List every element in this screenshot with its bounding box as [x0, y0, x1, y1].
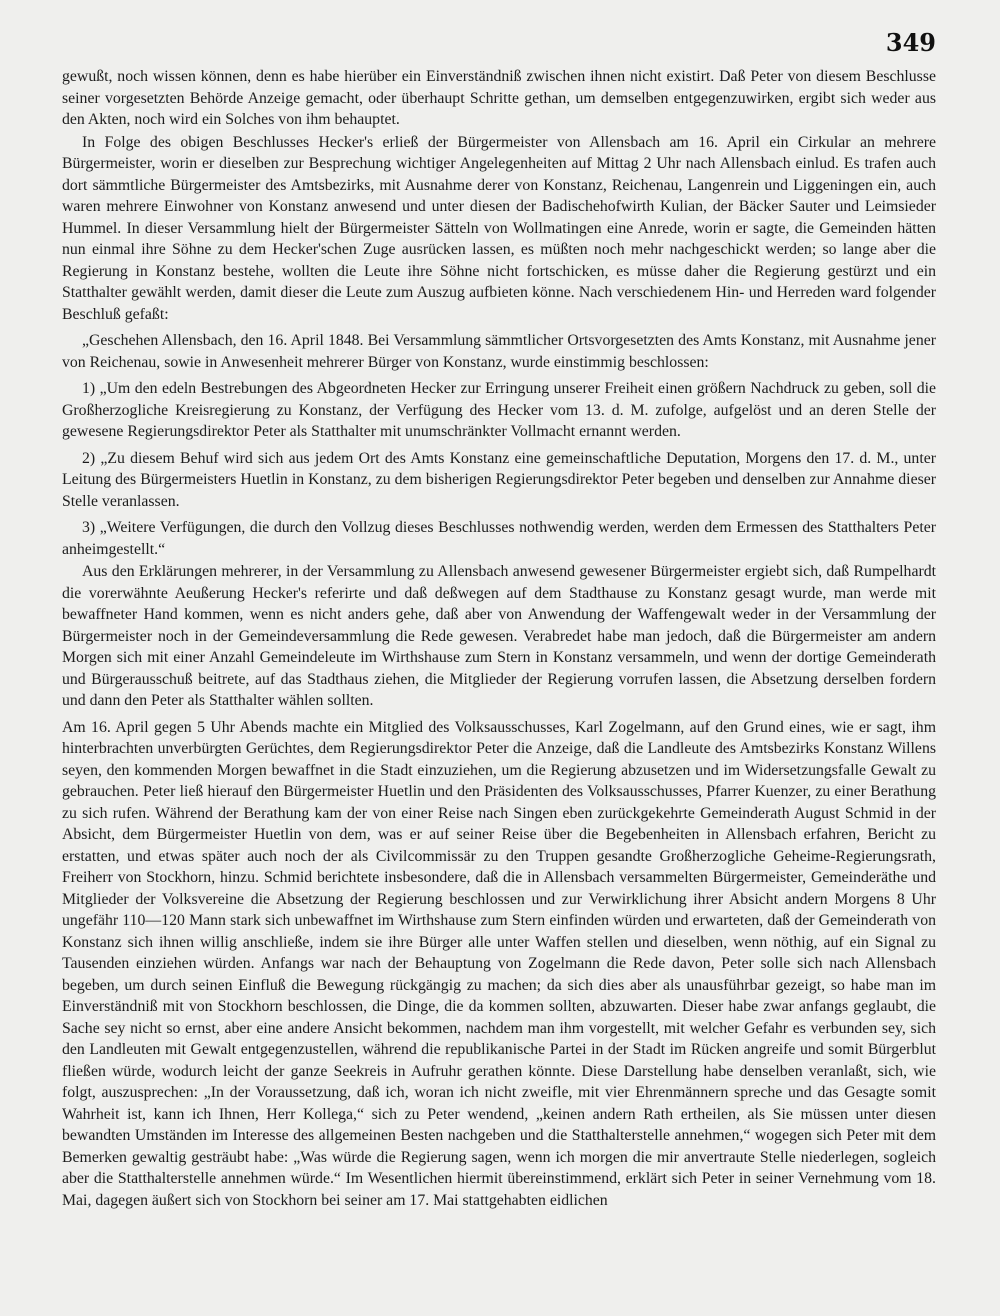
- paragraph: Aus den Erklärungen mehrerer, in der Versammlung zu Allensbach anwesend gewesener Bürgermeister ergiebt sich, daß Rumpelhardt die vorerwähnte Aeußerung Hecker's referirte und daß deßwegen auf dem Stadthause zu Konstanz gesagt wurde, man werde mit bewaffneter Hand kommen, wenn es nicht anders gehe, daß aber von Anwendung der Waffengewalt weder in der Versammlung der Bürgermeister noch in der Gemeindeversammlung die Rede gewesen. Verabredet habe man jedoch, daß die Bürgermeister am andern Morgen sich mit einer Anzahl Gemeindeleute im Wirthshause zum Stern in Konstanz versammeln, und wenn der dortige Gemeinderath und Bürgerausschuß beitrete, auf das Stadthaus ziehen, die Mitglieder der Regierung vorrufen lassen, die Absetzung derselben fordern und dann den Peter als Statthalter wählen sollten.: [62, 563, 936, 709]
- paragraph: 3) „Weitere Verfügungen, die durch den Vollzug dieses Beschlusses nothwendig werden, werden dem Ermessen des Statthalters Peter anheimgestellt.“: [62, 519, 936, 558]
- paragraph: 1) „Um den edeln Bestrebungen des Abgeordneten Hecker zur Erringung unserer Freiheit einen größern Nachdruck zu geben, soll die Großherzogliche Kreisregierung zu Konstanz, der Verfügung des Hecker vom 13. d. M. zufolge, aufgelöst und an deren Stelle der gewesene Regierungsdirektor Peter als Statthalter mit unumschränkter Vollmacht ernannt werden.: [62, 380, 936, 440]
- paragraph: gewußt, noch wissen können, denn es habe hierüber ein Einverständniß zwischen ihnen nicht existirt. Daß Peter von diesem Beschlusse seiner vorgesetzten Behörde Anzeige gemacht, oder überhaupt Schritte gethan, um demselben entgegenzuwirken, ergibt sich weder aus den Akten, noch wird ein Solches von ihm behauptet.: [62, 68, 936, 128]
- page-number: 349: [885, 28, 936, 57]
- body-text: [62, 66, 936, 1212]
- paragraph: „Geschehen Allensbach, den 16. April 1848. Bei Versammlung sämmtlicher Ortsvorgesetzten des Amts Konstanz, mit Ausnahme jener von Reichenau, sowie in Anwesenheit mehrerer Bürger von Konstanz, wurde einstimmig beschlossen:: [62, 332, 936, 371]
- paragraph: In Folge des obigen Beschlusses Hecker's erließ der Bürgermeister von Allensbach am 16. April ein Cirkular an mehrere Bürgermeister, worin er dieselben zur Besprechung wichtiger Angelegenheiten auf Mittag 2 Uhr nach Allensbach einlud. Es trafen auch dort sämmtliche Bürgermeister des Amtsbezirks, mit Ausnahme derer von Konstanz, Reichenau, Langenrein und Liggeningen ein, auch waren mehrere Einwohner von Konstanz anwesend und unter diesen der Badischehofwirth Kulian, der Bäcker Sauter und Leimsieder Hummel. In dieser Versammlung hielt der Bürgermeister Sätteln von Wollmatingen eine Anrede, worin er sagte, die Gemeinden hätten nun einmal ihre Söhne zu dem Hecker'schen Zuge ausrücken lassen, es müßten noch mehr nachgeschickt werden; so lange aber die Regierung in Konstanz bestehe, wollten die Leute ihre Söhne nicht fortschicken, es müsse daher die Regierung gestürzt und ein Statthalter gewählt werden, damit dieser die Leute zum Auszug aufbieten könne. Nach verschiedenem Hin- und Herreden ward folgender Beschluß gefaßt:: [62, 133, 936, 323]
- paragraph: 2) „Zu diesem Behuf wird sich aus jedem Ort des Amts Konstanz eine gemeinschaftliche Deputation, Morgens den 17. d. M., unter Leitung des Bürgermeisters Huetlin in Konstanz, zu dem bisherigen Regierungsdirektor Peter begeben und denselben zur Annahme dieser Stelle veranlassen.: [62, 449, 936, 510]
- paragraph: Am 16. April gegen 5 Uhr Abends machte ein Mitglied des Volksausschusses, Karl Zogelmann, auf den Grund eines, wie er sagt, ihm hinterbrachten unverbürgten Gerüchtes, dem Regierungsdirektor Peter die Anzeige, daß die Landleute des Amtsbezirks Konstanz Willens seyen, den kommenden Morgen bewaffnet in die Stadt einzuziehen, um die Regierung abzusetzen und im Widersetzungsfalle Gewalt zu gebrauchen. Peter ließ hierauf den Bürgermeister Huetlin und den Präsidenten des Volksausschusses, Pfarrer Kuenzer, zu einer Berathung zu sich rufen. Während der Berathung kam der von einer Reise nach Singen eben zurückgekehrte Gemeinderath August Schmid in der Absicht, dem Bürgermeister Huetlin von dem, was er auf seiner Reise über die Begebenheiten in Allensbach erfahren, Bericht zu erstatten, und etwas später auch noch der als Civilcommissär zu den Truppen gesandte Großherzogliche Geheime-Regierungsrath, Freiherr von Stockhorn, hinzu. Schmid berichtete insbesondere, daß die in Allensbach versammelten Bürgermeister, Gemeinderäthe und Mitglieder der Volksvereine die Absetzung der Regierung beschlossen und zur Verwirklichung ihrer Absicht andern Morgens 8 Uhr ungefähr 110—120 Mann stark sich unbewaffnet im Wirthshause zum Stern einfinden würden und erwarteten, daß der Gemeinderath von Konstanz sich ihnen willig anschließe, indem sie ihre Bürger alle unter Waffen stellen und dieselben, wenn nöthig, auf ein Signal zu Tausenden einziehen würden. Anfangs war nach der Behauptung von Zogelmann die Rede davon, Peter solle sich nach Allensbach begeben, um durch seinen Einfluß die Bewegung rückgängig zu machen; da sich dies aber als unausführbar gezeigt, so habe man im Einverständniß mit von Stockhorn beschlossen, die Dinge, die da kommen sollten, abzuwarten. Dieser habe zwar anfangs geglaubt, die Sache sey nicht so ernst, aber eine andere Ansicht bekommen, nachdem man ihm vorgestellt, mit welcher Gefahr es verbunden sey, sich den Landleuten mit Gewalt entgegenzustellen, während die republikanische Partei in der Stadt im Rücken angreife und somit Bürgerblut fließen würde, wodurch leicht der ganze Seekreis in Aufruhr gerathen könnte. Diese Darstellung habe denselben veranlaßt, sich, wie folgt, auszusprechen: „In der Voraussetzung, daß ich, woran ich nicht zweifle, mit vier Ehrenmännern spreche und das Gesagte somit Wahrheit ist, kann ich Ihnen, Herr Kollega,“ sich zu Peter wendend, „keinen andern Rath ertheilen, als Sie müssen unter diesen bewandten Umständen im Interesse des allgemeinen Besten nachgeben und die Statthalterstelle annehmen,“ wogegen sich Peter mit dem Bemerken gewaltig gesträubt habe: „Was würde die Regierung sagen, wenn ich morgen die mir anvertraute Stelle niederlegen, sogleich aber die Statthalterstelle annehmen würde.“ Im Wesentlichen hiermit übereinstimmend, erklärt sich Peter in seiner Vernehmung vom 18. Mai, dagegen äußert sich von Stockhorn bei seiner am 17. Mai stattgehabten eidlichen: [62, 718, 936, 1209]
